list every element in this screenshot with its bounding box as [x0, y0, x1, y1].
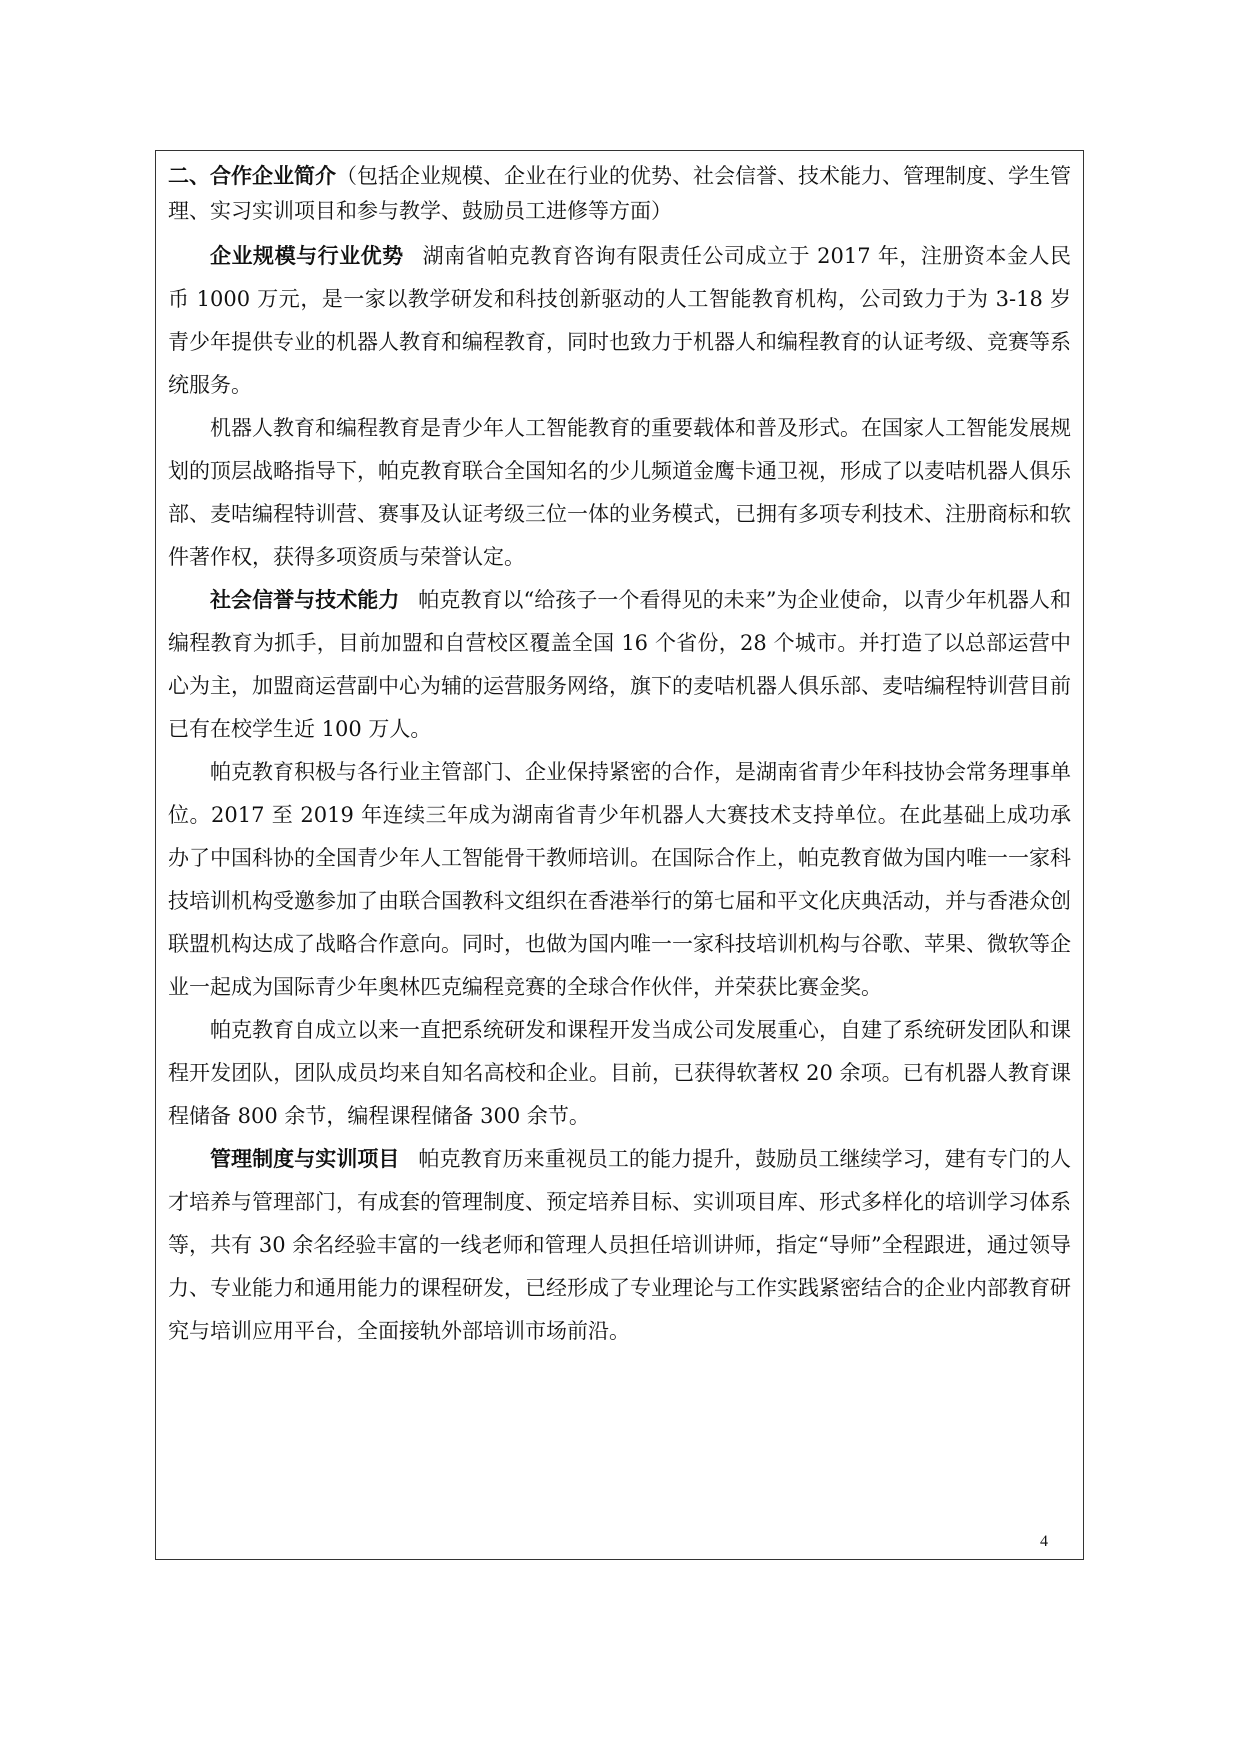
section-subtitle: （包括企业规模、企业在行业的优势、社会信誉、技术能力、管理制度、学生管理、实习实训项目和参与教学、鼓励员工进修等方面）: [168, 164, 1071, 223]
paragraph-management: [168, 1138, 1071, 1353]
section-heading: [168, 159, 1071, 229]
paragraph-text: 机器人教育和编程教育是青少年人工智能教育的重要载体和普及形式。在国家人工智能发展规划的顶层战略指导下，帕克教育联合全国知名的少儿频道金鹰卡通卫视，形成了以麦咭机器人俱乐部、麦咭编程特训营、赛事及认证考级三位一体的业务模式，已拥有多项专利技术、注册商标和软件著作权，获得多项资质与荣誉认定。: [168, 416, 1071, 569]
paragraph-scale-advantage: [168, 235, 1071, 407]
paragraph-text: 帕克教育历来重视员工的能力提升，鼓励员工继续学习，建有专门的人才培养与管理部门，有成套的管理制度、预定培养目标、实训项目库、形式多样化的培训学习体系等，共有 30 余名经验丰富的一线老师和管理人员担任培训讲师，指定“导师”全程跟进，通过领导力、专业能力和通用能力的课程研发，已经形成了专业理论与工作实践紧密结合的企业内部教育研究与培训应用平台，全面接轨外部培训市场前沿。: [168, 1147, 1072, 1343]
paragraph-text: 帕克教育自成立以来一直把系统研发和课程开发当成公司发展重心，自建了系统研发团队和课程开发团队，团队成员均来自知名高校和企业。目前，已获得软著权 20 余项。已有机器人教育课程储备 800 余节，编程课程储备 300 余节。: [168, 1018, 1071, 1128]
section-title: 二、合作企业简介: [168, 164, 336, 188]
paragraph-business-model: [168, 407, 1071, 579]
paragraph-rnd: [168, 1009, 1071, 1138]
paragraph-reputation: [168, 579, 1071, 751]
paragraph-text: 帕克教育积极与各行业主管部门、企业保持紧密的合作，是湖南省青少年科技协会常务理事单位。2017 至 2019 年连续三年成为湖南省青少年机器人大赛技术支持单位。在此基础上成功承办了中国科协的全国青少年人工智能骨干教师培训。在国际合作上，帕克教育做为国内唯一一家科技培训机构受邀参加了由联合国教科文组织在香港举行的第七届和平文化庆典活动，并与香港众创联盟机构达成了战略合作意向。同时，也做为国内唯一一家科技培训机构与谷歌、苹果、微软等企业一起成为国际青少年奥林匹克编程竞赛的全球合作伙伴，并荣获比赛金奖。: [168, 760, 1071, 999]
paragraph-lead: 社会信誉与技术能力: [210, 588, 400, 612]
paragraph-lead: 管理制度与实训项目: [210, 1147, 400, 1171]
paragraph-lead: 企业规模与行业优势: [210, 244, 404, 268]
paragraph-cooperation: [168, 751, 1071, 1009]
paragraph-text: 湖南省帕克教育咨询有限责任公司成立于 2017 年，注册资本金人民币 1000 万元，是一家以教学研发和科技创新驱动的人工智能教育机构，公司致力于为 3-18 岁青少年提供专业的机器人教育和编程教育，同时也致力于机器人和编程教育的认证考级、竞赛等系统服务。: [168, 244, 1072, 397]
company-intro-box: [155, 150, 1084, 1560]
page-number: 4: [1040, 1533, 1048, 1550]
paragraph-text: 帕克教育以“给孩子一个看得见的未来”为企业使命，以青少年机器人和编程教育为抓手，目前加盟和自营校区覆盖全国 16 个省份，28 个城市。并打造了以总部运营中心为主，加盟商运营副中心为辅的运营服务网络，旗下的麦咭机器人俱乐部、麦咭编程特训营目前已有在校学生近 100 万人。: [168, 588, 1071, 741]
